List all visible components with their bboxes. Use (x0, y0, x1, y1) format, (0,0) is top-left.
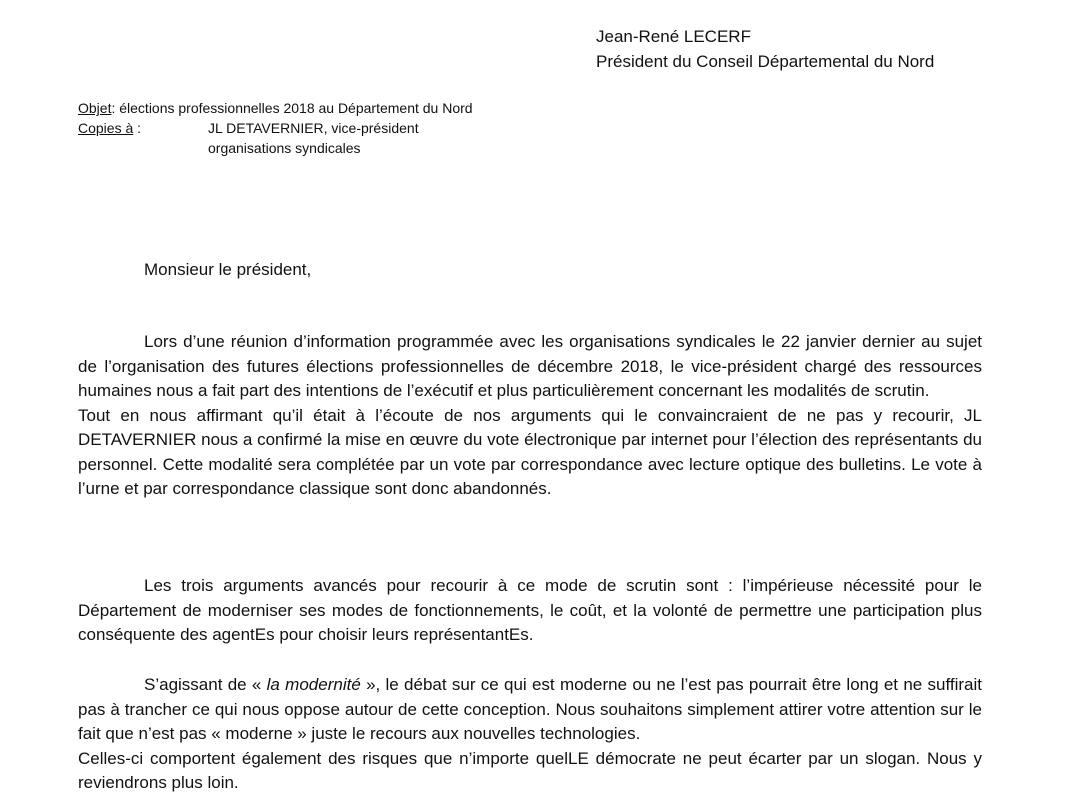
copies-item: JL DETAVERNIER, vice-président (208, 120, 419, 136)
objet-line (78, 98, 473, 118)
salutation: Monsieur le président, (144, 260, 312, 279)
paragraph-modernite (78, 673, 982, 747)
paragraph: Les trois arguments avancés pour recourir à ce mode de scrutin sont : l’impérieuse nécessité pour le Département de moderniser ses modes de fonctionnements, le coût, et la volonté de permettre une participation plus conséquente des agentEs pour choisir leurs représentantEs. (78, 576, 982, 644)
objet-value: : élections professionnelles 2018 au Département du Nord (111, 100, 473, 116)
recipient-title: Président du Conseil Départemental du Nord (596, 52, 935, 71)
copies-label: Copies à (78, 120, 134, 136)
copies-line (78, 118, 473, 158)
recipient-name: Jean-René LECERF (596, 27, 751, 46)
copies-label-col (78, 118, 208, 158)
body-block-3 (78, 673, 982, 796)
italic-quote: la modernité (266, 675, 361, 694)
paragraph: Lors d’une réunion d’information programmée avec les organisations syndicales le 22 janvier dernier au sujet de l’organisation des futures élections professionnelles de décembre 2018, le vice-président chargé des ressources humaines nous a fait part des intentions de l’exécutif et plus particulièrement concernant les modalités de scrutin. (78, 332, 982, 400)
body-block-2 (78, 574, 982, 648)
copies-item: organisations syndicales (208, 140, 361, 156)
paragraph-part: », le débat sur ce qui est moderne ou ne l’est pas pourrait être long et ne suffirait pas à trancher ce qui nous oppose autour de cette conception. Nous souhaitons simplement attirer votre attention sur le fait que n’est pas « moderne » juste le recours aux nouvelles technologies. (78, 675, 982, 743)
letter-meta (78, 98, 473, 158)
recipient-block (596, 24, 934, 74)
copies-sep: : (133, 120, 142, 136)
paragraph: Tout en nous affirmant qu’il était à l’écoute de nos arguments qui le convaincraient de ne pas y recourir, JL DETAVERNIER nous a confirmé la mise en œuvre du vote électronique par internet pour l’élection des représentants du personnel. Cette modalité sera complétée par un vote par correspondance avec lecture optique des bulletins. Le vote à l’urne et par correspondance classique sont donc abandonnés. (78, 405, 982, 498)
paragraph: Celles-ci comportent également des risques que n’importe quelLE démocrate ne peut écarter par un slogan. Nous y reviendrons plus loin. (78, 748, 982, 792)
body-block-1 (78, 330, 982, 502)
paragraph-part: S’agissant de « (144, 675, 267, 694)
objet-label: Objet (78, 100, 112, 116)
copies-list (208, 118, 419, 158)
